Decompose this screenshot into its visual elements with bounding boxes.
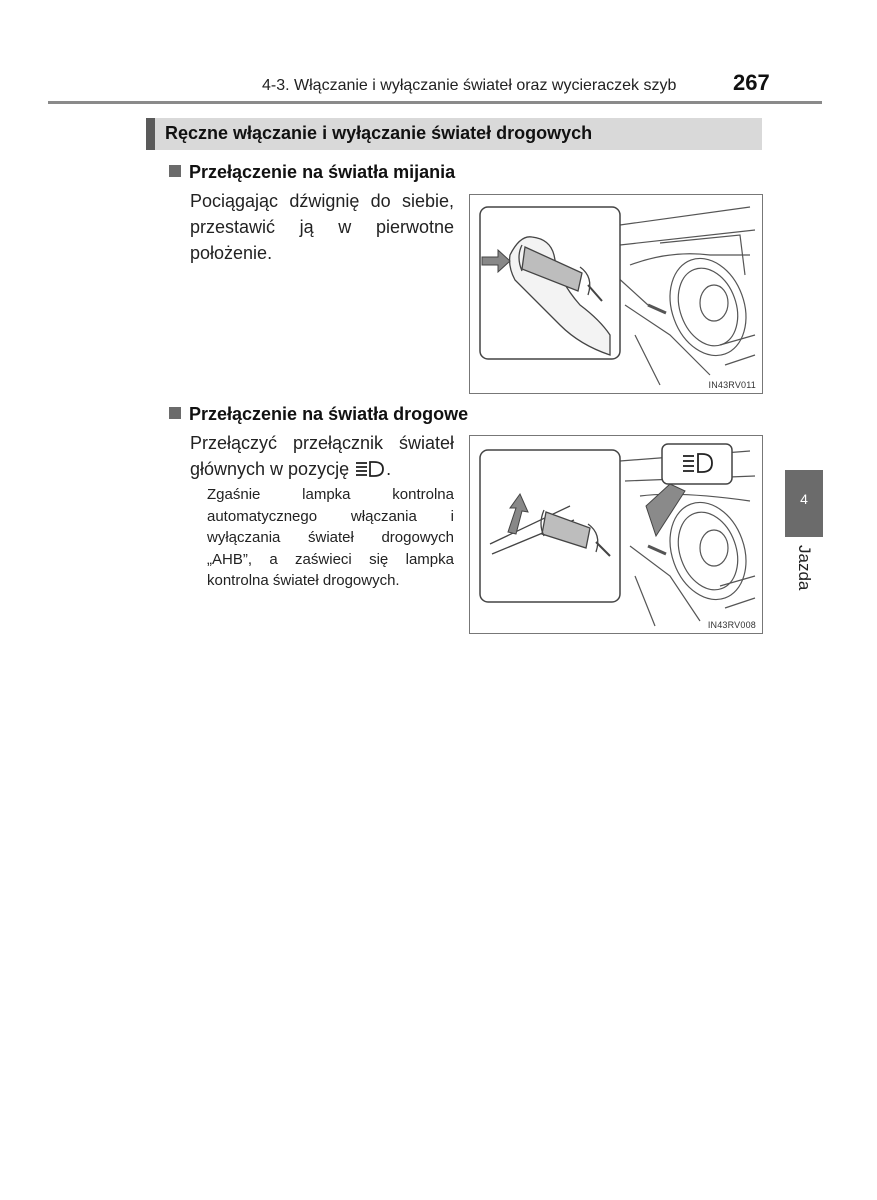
item-heading-text: Przełączenie na światła mijania	[189, 162, 456, 182]
chapter-tab	[785, 470, 823, 537]
high-beam-icon	[354, 460, 386, 478]
item-note-high-beam: Zgaśnie lampka kontrolna automatycznego włączania i wyłączania świateł drogowych „AHB”, a zaświeci się lampka kontrolna świateł drogowych.	[207, 486, 454, 589]
chapter-title: 4-3. Włączanie i wyłączanie świateł oraz wycieraczek szyb	[262, 77, 677, 94]
figure-code: IN43RV008	[707, 620, 756, 630]
item-heading-high-beam	[169, 404, 468, 425]
item-text-before-icon: Przełączyć przełącznik świateł głównych w pozycję	[190, 433, 454, 479]
item-text-high-beam	[190, 430, 454, 482]
item-heading-low-beam	[169, 162, 455, 183]
figure-code: IN43RV011	[708, 380, 756, 390]
page-number: 267	[733, 70, 770, 95]
item-text-after-icon: .	[386, 459, 392, 479]
square-bullet-icon	[169, 407, 181, 419]
section-title: Ręczne włączanie i wyłączanie świateł drogowych	[165, 123, 593, 143]
item-heading-text: Przełączenie na światła drogowe	[189, 404, 469, 424]
section-heading-bar	[146, 118, 762, 150]
chapter-tab-label: Jazda	[795, 545, 814, 591]
figure-high-beam	[469, 435, 763, 634]
square-bullet-icon	[169, 165, 181, 177]
header-divider	[48, 101, 822, 104]
lever-push-illustration	[470, 436, 762, 633]
item-text-low-beam: Pociągając dźwignię do siebie, przestawić ją w pierwotne położenie.	[190, 191, 454, 263]
figure-low-beam	[469, 194, 763, 394]
lever-pull-illustration	[470, 195, 762, 393]
chapter-tab-number: 4	[800, 491, 808, 507]
